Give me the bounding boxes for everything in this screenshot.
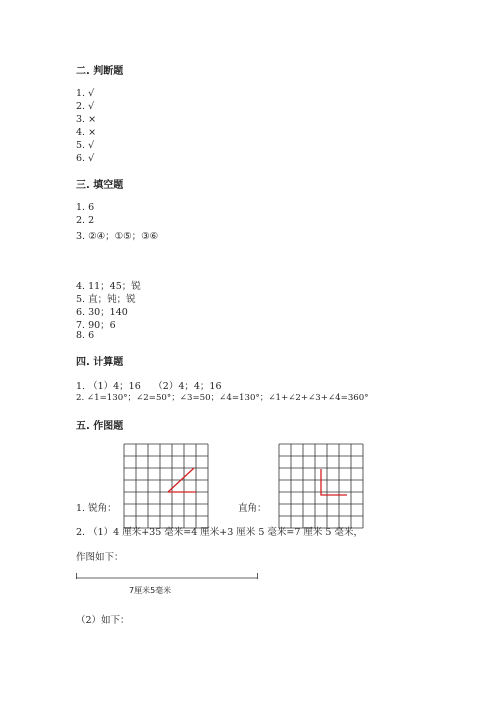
answer-line: 5. √ <box>76 140 95 151</box>
answer-line: 2. ∠1=130°；∠2=50°；∠3=50；∠4=130°；∠1+∠2+∠3+∠4=360° <box>76 393 369 403</box>
section-title-drawing: 五. 作图题 <box>76 421 124 432</box>
answer-line: 3. × <box>76 114 97 125</box>
answer-line: 作图如下： <box>76 552 124 563</box>
section-title-calculation: 四. 计算题 <box>76 357 124 368</box>
right-angle-drawing <box>321 469 347 495</box>
right-angle-label: 直角： <box>238 503 267 514</box>
answer-line: 5. 直；钝；锐 <box>76 294 136 305</box>
line-segment-7cm5mm <box>76 572 260 582</box>
acute-angle-label: 1. 锐角： <box>76 503 117 514</box>
answer-line: 1. （1）4；16 （2）4；4；16 <box>76 381 222 392</box>
answer-line: 2. （1）4 厘米+35 毫米=4 厘米+3 厘米 5 毫米=7 厘米 5 毫米， <box>76 527 363 538</box>
answer-line: （2）如下： <box>76 615 130 626</box>
answer-line: 6. 30；140 <box>76 307 128 318</box>
section-title-judgement: 二. 判断题 <box>76 66 124 77</box>
answer-line: 6. √ <box>76 153 95 164</box>
answer-line: 1. √ <box>76 88 95 99</box>
answer-line: 4. × <box>76 127 97 138</box>
answer-line: 2. 2 <box>76 215 95 226</box>
answer-line: 2. √ <box>76 101 95 112</box>
section-title-fill-blank: 三. 填空题 <box>76 180 124 191</box>
answer-line: 1. 6 <box>76 202 95 213</box>
acute-angle-grid <box>124 444 208 528</box>
answer-line: 4. 11；45；锐 <box>76 281 141 292</box>
segment-label: 7厘米5毫米 <box>129 586 172 595</box>
right-angle-grid <box>279 444 363 528</box>
answer-line: 3. ②④；①⑤；③⑥ <box>76 231 159 242</box>
answer-line: 8. 6 <box>76 330 95 341</box>
answer-line: 7. 90；6 <box>76 320 116 331</box>
